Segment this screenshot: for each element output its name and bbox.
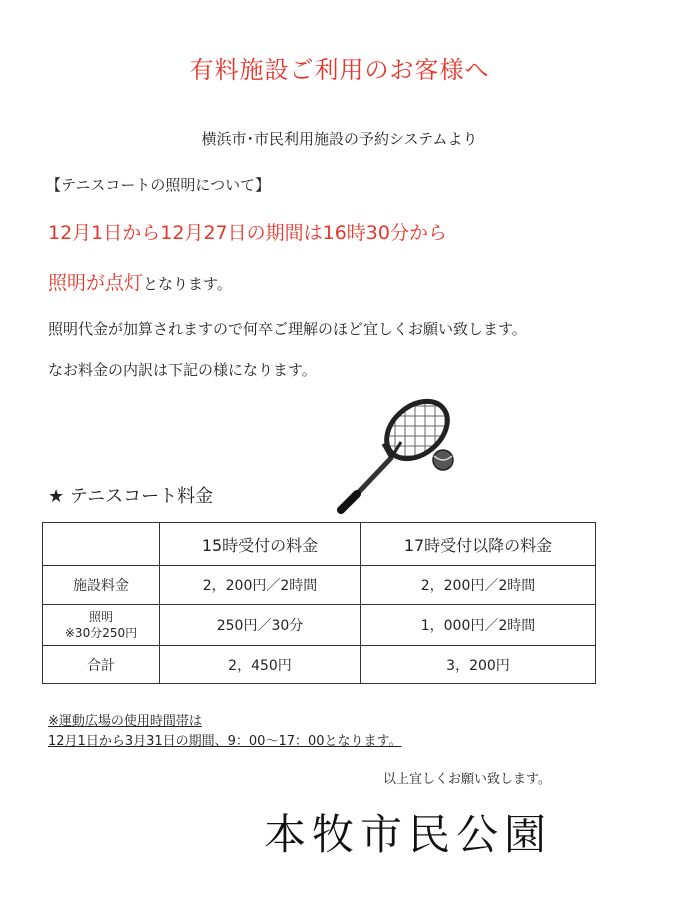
sports-ground-note-2: 12月1日から3月31日の期間、9：00～17：00となります。	[48, 734, 402, 749]
table-row	[43, 566, 596, 605]
fee-cell: 2，450円	[160, 646, 361, 684]
table-row	[43, 646, 596, 684]
row-label: 合計	[43, 646, 160, 684]
sports-ground-note-1: ※運動広場の使用時間帯は	[48, 714, 202, 729]
table-row	[43, 605, 596, 646]
row-label	[43, 605, 160, 646]
row-label: 施設料金	[43, 566, 160, 605]
fee-cell: 2，200円／2時間	[160, 566, 361, 605]
closing-text: 以上宜しくお願い致します。	[383, 772, 551, 787]
lighting-on-tail: となります。	[143, 275, 232, 293]
row-label-sub: ※30分250円	[64, 626, 138, 640]
lighting-period-notice: 12月1日から12月27日の期間は16時30分から	[48, 222, 447, 244]
body-text-breakdown: なお料金の内訳は下記の様になります。	[48, 361, 317, 379]
body-text-charge: 照明代金が加算されますので何卒ご理解のほど宜しくお願い致します。	[48, 320, 527, 338]
header-cell-15: 15時受付の料金	[160, 523, 361, 566]
row-label-main: 照明	[88, 610, 113, 624]
header-cell-17: 17時受付以降の料金	[361, 523, 596, 566]
fee-cell: 3，200円	[361, 646, 596, 684]
section-label: 【テニスコートの照明について】	[46, 176, 271, 194]
subtitle: 横浜市･市民利用施設の予約システムより	[201, 130, 478, 148]
fee-table-heading: ★ テニスコート料金	[48, 486, 214, 507]
fee-cell: 2，200円／2時間	[361, 566, 596, 605]
fee-cell: 1，000円／2時間	[361, 605, 596, 646]
page-title: 有料施設ご利用のお客様へ	[189, 56, 490, 84]
tennis-racket-icon	[335, 386, 465, 516]
table-header-row	[43, 523, 596, 566]
fee-table	[42, 522, 596, 684]
lighting-on-notice	[48, 268, 232, 295]
park-signature: 本牧市民公園	[264, 810, 553, 859]
header-cell-empty	[43, 523, 160, 566]
fee-cell: 250円／30分	[160, 605, 361, 646]
lighting-on-emphasis: 照明が点灯	[48, 272, 144, 294]
